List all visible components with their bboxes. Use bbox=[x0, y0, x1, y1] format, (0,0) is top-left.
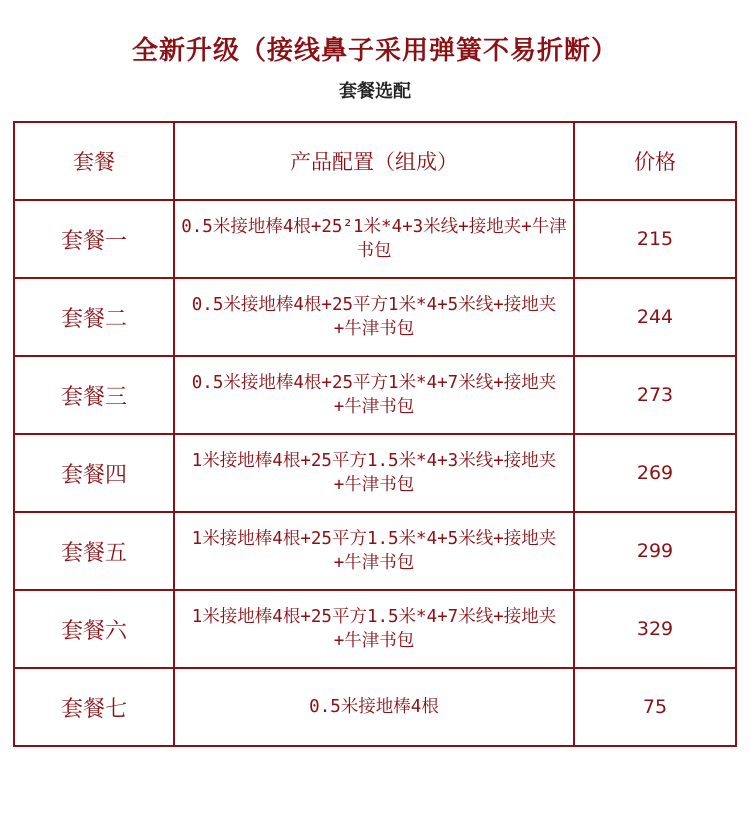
package-config: 0.5米接地棒4根+25平方1米*4+5米线+接地夹+牛津书包 bbox=[174, 278, 574, 356]
table-row bbox=[14, 434, 736, 512]
package-config: 0.5米接地棒4根+25平方1米*4+7米线+接地夹+牛津书包 bbox=[174, 356, 574, 434]
package-price: 75 bbox=[574, 668, 736, 746]
table-row bbox=[14, 512, 736, 590]
package-name: 套餐三 bbox=[14, 356, 174, 434]
table-row bbox=[14, 200, 736, 278]
table-row bbox=[14, 278, 736, 356]
package-config: 1米接地棒4根+25平方1.5米*4+3米线+接地夹+牛津书包 bbox=[174, 434, 574, 512]
package-price: 329 bbox=[574, 590, 736, 668]
table-header-row bbox=[14, 122, 736, 200]
package-config: 0.5米接地棒4根 bbox=[174, 668, 574, 746]
package-name: 套餐七 bbox=[14, 668, 174, 746]
package-price: 215 bbox=[574, 200, 736, 278]
package-price: 269 bbox=[574, 434, 736, 512]
package-price: 299 bbox=[574, 512, 736, 590]
package-name: 套餐一 bbox=[14, 200, 174, 278]
table-row bbox=[14, 356, 736, 434]
package-price: 273 bbox=[574, 356, 736, 434]
package-config: 0.5米接地棒4根+25²1米*4+3米线+接地夹+牛津书包 bbox=[174, 200, 574, 278]
package-name: 套餐二 bbox=[14, 278, 174, 356]
section-subtitle: 套餐选配 bbox=[339, 81, 411, 102]
package-name: 套餐六 bbox=[14, 590, 174, 668]
package-table bbox=[13, 121, 737, 747]
table-row bbox=[14, 590, 736, 668]
page-title: 全新升级（接线鼻子采用弹簧不易折断） bbox=[131, 36, 618, 66]
package-price: 244 bbox=[574, 278, 736, 356]
package-config: 1米接地棒4根+25平方1.5米*4+5米线+接地夹+牛津书包 bbox=[174, 512, 574, 590]
package-config: 1米接地棒4根+25平方1.5米*4+7米线+接地夹+牛津书包 bbox=[174, 590, 574, 668]
header-config: 产品配置（组成） bbox=[174, 122, 574, 200]
header-package: 套餐 bbox=[14, 122, 174, 200]
table-row bbox=[14, 668, 736, 746]
header-price: 价格 bbox=[574, 122, 736, 200]
package-name: 套餐五 bbox=[14, 512, 174, 590]
package-name: 套餐四 bbox=[14, 434, 174, 512]
